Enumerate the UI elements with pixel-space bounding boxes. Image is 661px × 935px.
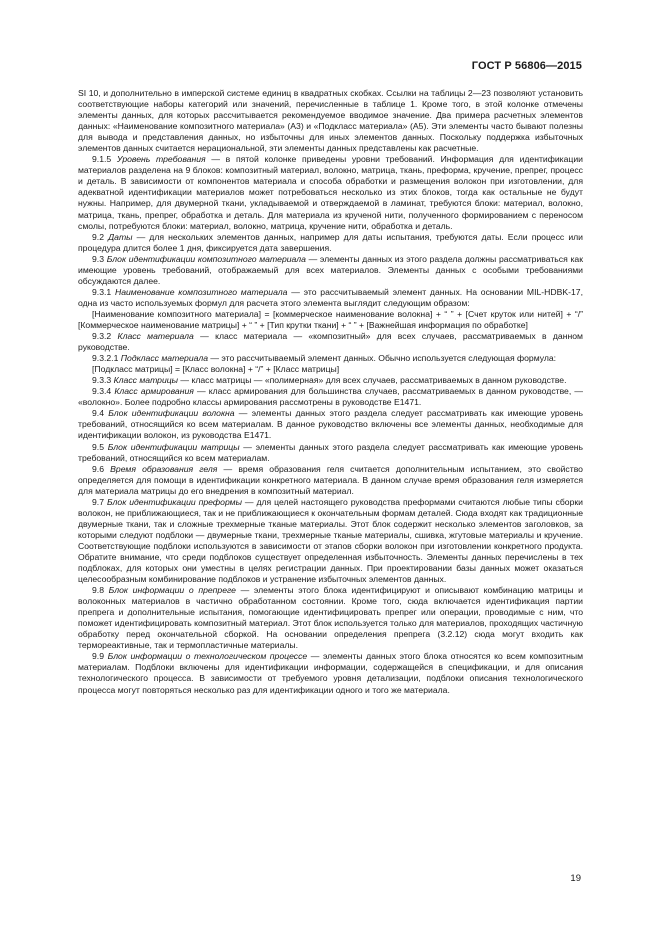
formula-composite-name: [Наименование композитного материала] = [коммерческое наименование волокна] + “ ” + [Счет круток или нитей] + “/” [Коммерческое наименование матрицы] + “ ” + [Тип крутки ткани] + “ ” + [Важнейшая информация по обработке] (78, 308, 583, 330)
document-body (78, 88, 583, 696)
page-number: 19 (570, 873, 581, 884)
paragraph-9-8: 9.8 Блок информации о препреге — элементы этого блока идентифицируют и описывают комбинацию матрицы и волоконных материалов в частично обработанном состоянии. Кроме того, сюда включается идентификация партии препрега и дополнительные испытания, помогающие идентифицировать препрег или операции, проводимые с ним, что поможет идентифицировать композитный материал. Этот блок используется только для материалов, проходящих частичную обработку перед окончательной сборкой. На основании определения препрега (3.2.12) сюда могут входить как термореактивные, так и термопластичные материалы. (78, 585, 583, 651)
formula-subclass: [Подкласс матрицы] = [Класс волокна] + “/” + [Класс матрицы] (92, 364, 340, 375)
paragraph-9-3-2-1: 9.3.2.1 Подкласс материала — это рассчитываемый элемент данных. Обычно используется следующая формула: (92, 353, 557, 364)
paragraph-9-4: 9.4 Блок идентификации волокна — элементы данных этого раздела следует рассматривать как имеющие уровень требований, относящийся ко всем материалам. В данное руководство включены все элементы данных, необходимые для идентификации волокон, из руководства Е1471. (78, 408, 583, 441)
paragraph-9-1-5: 9.1.5 Уровень требования — в пятой колонке приведены уровни требований. Информация для идентификации материалов разделена на 9 блоков: композитный материал, волокно, матрица, ткань, преформа, кручение, препрег, процесс и деталь. В зависимости от компонентов материала и способа обработки и размещения волокон при изготовлении, для адекватной идентификации материалов может потребоваться несколько из этих блоков, тогда как остальные не будут нужны. Например, для двумерной ткани, укладываемой и отверждаемой в ламинат, требуются блоки: материал, волокно, матрица, ткань, препрег, обработка и деталь. Для материала из крученой нити, полученного формированием с переносом смолы, потребуются блоки: материал, волокно, матрица, кручение нити, обработка и деталь. (78, 154, 584, 231)
paragraph-si-units: SI 10, и дополнительно в имперской системе единиц в квадратных скобках. Ссылки на таблицы 2—23 позволяют установить соответствующие наборы категорий или значений, перечисленные в таблице 1. Кроме того, в этой колонке отмечены элементы данных, для которых рассчитывается рекомендуемое вводимое значение. Два примера расчетных элементов данных: «Наименование композитного материала» (А3) и «Подкласс материала» (А5). Эти элементы часто бывают полезны для вывода и представления данных, но избыточны для иных элементов данных. Поскольку поддержка избыточных элементов данных считается нерациональной, эти элементы данных представлены как расчетные. (78, 88, 583, 154)
paragraph-9-7: 9.7 Блок идентификации преформы — для целей настоящего руководства преформами считаются любые типы сборки волокон, не приближающиеся, так и не приближающиеся к окончательным формам деталей. Сюда входят как традиционные двумерные ткани, так и сложные трехмерные тканые материалы. Этот блок содержит несколько элементов заголовков, за которыми следуют подблоки — двумерные ткани, трехмерные тканые материалы, сшивка, жгутовые материалы и кручение. Соответствующие подблоки используются в зависимости от этапов сборки волокон при изготовлении конкретного продукта. Обратите внимание, что среди подблоков существует определенная избыточность. Элементы данных перечислены в тех подблоках, для которых они уместны в целях регистрации данных. При проектировании базы данных может оказаться целесообразным комбинирование подблоков и устранение избыточных элементов данных. (78, 496, 583, 585)
paragraph-9-3: 9.3 Блок идентификации композитного материала — элементы данных из этого раздела должны рассматриваться как имеющие уровень требований, отображаемый для всех материалов. Элементы данных с особыми требованиями обсуждаются далее. (78, 253, 583, 286)
paragraph-9-3-3: 9.3.3 Класс матрицы — класс матрицы — «полимерная» для всех случаев, рассматриваемых в данном руководстве. (92, 375, 567, 386)
paragraph-9-3-4: 9.3.4 Класс армирования — класс армирования для большинства случаев, рассматриваемых в данном руководстве, — «волокно». Более подробно классы армирования рассмотрены в руководстве Е1471. (78, 386, 583, 408)
paragraph-9-6: 9.6 Время образования геля — время образования геля считается дополнительным испытанием, это свойство определяется для помощи в идентификации конкретного материала. В данном случае время образования геля измеряется для материала матрицы до его внедрения в композитный материал. (78, 463, 583, 496)
paragraph-9-3-2: 9.3.2 Класс материала — класс материала — «композитный» для всех случаев, рассматриваемых в данном руководстве. (78, 331, 583, 353)
paragraph-9-2: 9.2 Даты — для нескольких элементов данных, например для даты испытания, требуются даты. Если процесс или процедура длится более 1 дня, фиксируется дата завершения. (78, 231, 583, 253)
paragraph-9-3-1: 9.3.1 Наименование композитного материала — это рассчитываемый элемент данных. На основании MIL-HDBK-17, одна из часто используемых формул для расчета этого элемента выглядит следующим образом: (78, 286, 583, 308)
paragraph-9-5: 9.5 Блок идентификации матрицы — элементы данных этого раздела следует рассматривать как имеющие уровень требований, относящийся ко всем материалам. (78, 441, 583, 463)
document-standard-id: ГОСТ Р 56806—2015 (471, 60, 582, 72)
paragraph-9-9: 9.9 Блок информации о технологическом процессе — элементы данных этого блока относятся ко всем композитным материалам. Подблоки включены для идентификации информации, содержащейся в спецификации, и для описания технологического процесса. В зависимости от требуемого уровня детализации, подблоки описания технологического процесса могут повторяться несколько раз для идентификации одного и того же материала. (78, 651, 583, 695)
